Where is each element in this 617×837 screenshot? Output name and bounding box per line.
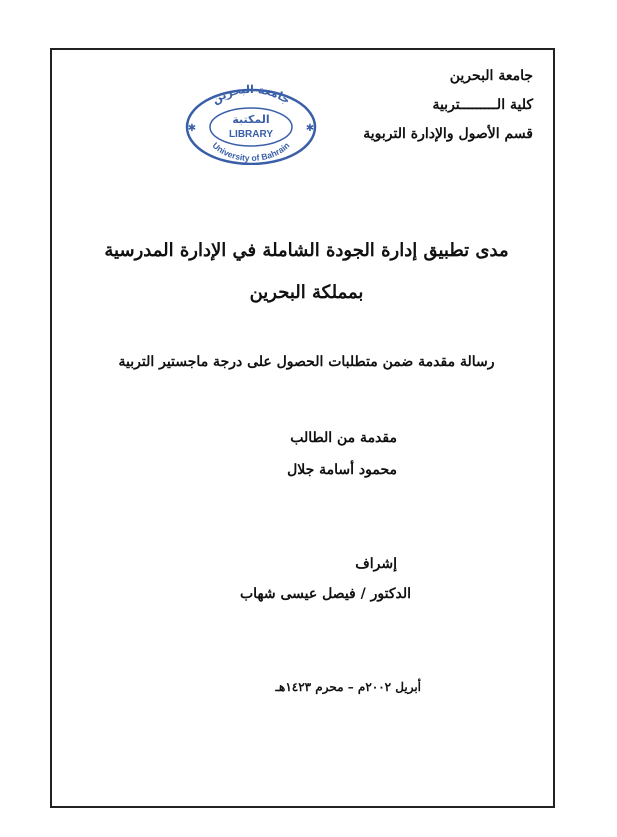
submission-date: أبريل ٢٠٠٢م – محرم ١٤٢٣هـ [275,680,421,694]
stamp-arabic-university: جامعة البحرين [209,83,293,107]
stamp-library-label: LIBRARY [228,129,274,140]
stamp-outer-ring [187,90,315,164]
stamp-english-university: University of Bahrain [210,140,292,164]
thesis-title-line-1: مدى تطبيق إدارة الجودة الشاملة في الإدارة المدرسية [104,240,509,261]
stamp-star-icon-left: ✱ [187,123,197,134]
stamp-star-icon-right: ✱ [305,123,315,134]
institution-header [313,62,533,149]
student-name: محمود أسامة جلال [287,462,397,478]
college-name: كلية الـــــــــتربية [432,97,533,113]
thesis-title-line-2: بمملكة البحرين [249,282,364,303]
department-name: قسم الأصول والإدارة التربوية [363,126,533,142]
library-stamp [181,83,321,165]
thesis-subtitle: رسالة مقدمة ضمن متطلبات الحصول على درجة ماجستير التربية [118,354,495,370]
supervisor-name: الدكتور / فيصل عيسى شهاب [239,586,411,602]
university-name: جامعة البحرين [449,68,533,84]
presented-by-label: مقدمة من الطالب [290,430,397,446]
stamp-arabic-library: المكتبة [232,113,270,126]
supervision-label: إشراف [355,556,397,572]
